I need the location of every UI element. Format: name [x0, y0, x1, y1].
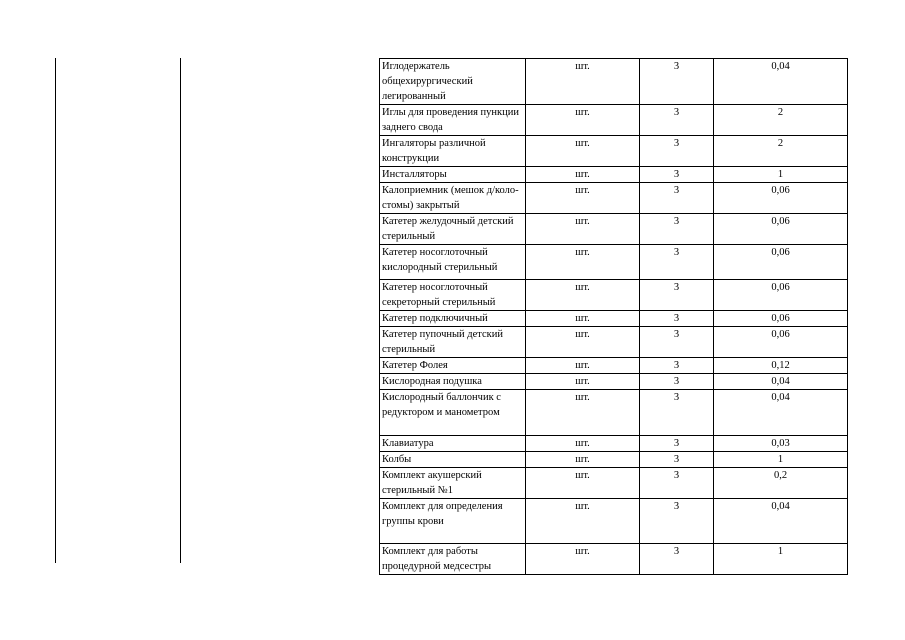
item-name-cell: Клавиатура — [380, 436, 526, 452]
item-name-cell: Иглодержатель общехирургический легированный — [380, 59, 526, 105]
quantity-cell: 3 — [640, 452, 714, 468]
item-name-cell: Колбы — [380, 452, 526, 468]
table-row — [380, 390, 848, 436]
norm-cell: 0,12 — [714, 358, 848, 374]
norm-cell: 0,06 — [714, 327, 848, 358]
norm-cell: 0,06 — [714, 280, 848, 311]
table-row — [380, 468, 848, 499]
unit-cell: шт. — [526, 136, 640, 167]
unit-cell: шт. — [526, 452, 640, 468]
item-name-cell: Калоприемник (мешок д/коло-стомы) закрытый — [380, 183, 526, 214]
norm-cell: 0,06 — [714, 183, 848, 214]
table-row — [380, 214, 848, 245]
norm-cell: 0,03 — [714, 436, 848, 452]
quantity-cell: 3 — [640, 436, 714, 452]
quantity-cell: 3 — [640, 327, 714, 358]
table-row — [380, 311, 848, 327]
table-row — [380, 105, 848, 136]
quantity-cell: 3 — [640, 358, 714, 374]
quantity-cell: 3 — [640, 499, 714, 544]
item-name-cell: Кислородный баллончик с редуктором и манометром — [380, 390, 526, 436]
norm-cell: 2 — [714, 105, 848, 136]
table-row — [380, 136, 848, 167]
item-name-cell: Катетер носоглоточный секреторный стерильный — [380, 280, 526, 311]
equipment-table-body — [380, 59, 848, 575]
table-row — [380, 544, 848, 575]
item-name-cell: Комплект акушерский стерильный №1 — [380, 468, 526, 499]
norm-cell: 0,04 — [714, 499, 848, 544]
table-row — [380, 245, 848, 280]
norm-cell: 0,04 — [714, 59, 848, 105]
norm-cell: 1 — [714, 452, 848, 468]
table-row — [380, 327, 848, 358]
item-name-cell: Катетер пупочный детский стерильный — [380, 327, 526, 358]
table-row — [380, 59, 848, 105]
norm-cell: 0,04 — [714, 390, 848, 436]
equipment-table — [379, 58, 848, 575]
norm-cell: 2 — [714, 136, 848, 167]
unit-cell: шт. — [526, 280, 640, 311]
norm-cell: 0,06 — [714, 311, 848, 327]
unit-cell: шт. — [526, 327, 640, 358]
quantity-cell: 3 — [640, 167, 714, 183]
quantity-cell: 3 — [640, 390, 714, 436]
item-name-cell: Комплект для работы процедурной медсестры — [380, 544, 526, 575]
unit-cell: шт. — [526, 358, 640, 374]
quantity-cell: 3 — [640, 468, 714, 499]
item-name-cell: Иглы для проведения пункции заднего свода — [380, 105, 526, 136]
quantity-cell: 3 — [640, 245, 714, 280]
quantity-cell: 3 — [640, 280, 714, 311]
quantity-cell: 3 — [640, 105, 714, 136]
unit-cell: шт. — [526, 436, 640, 452]
unit-cell: шт. — [526, 311, 640, 327]
unit-cell: шт. — [526, 59, 640, 105]
quantity-cell: 3 — [640, 311, 714, 327]
table-row — [380, 280, 848, 311]
unit-cell: шт. — [526, 374, 640, 390]
item-name-cell: Катетер желудочный детский стерильный — [380, 214, 526, 245]
norm-cell: 1 — [714, 544, 848, 575]
unit-cell: шт. — [526, 245, 640, 280]
norm-cell: 0,04 — [714, 374, 848, 390]
table-row — [380, 183, 848, 214]
quantity-cell: 3 — [640, 214, 714, 245]
unit-cell: шт. — [526, 183, 640, 214]
quantity-cell: 3 — [640, 374, 714, 390]
unit-cell: шт. — [526, 544, 640, 575]
unit-cell: шт. — [526, 499, 640, 544]
norm-cell: 0,06 — [714, 245, 848, 280]
unit-cell: шт. — [526, 390, 640, 436]
middle-column-border — [180, 58, 181, 563]
table-row — [380, 499, 848, 544]
quantity-cell: 3 — [640, 183, 714, 214]
item-name-cell: Ингаляторы различной конструкции — [380, 136, 526, 167]
item-name-cell: Катетер подключичный — [380, 311, 526, 327]
quantity-cell: 3 — [640, 136, 714, 167]
norm-cell: 0,2 — [714, 468, 848, 499]
left-column-border — [55, 58, 56, 563]
item-name-cell: Катетер Фолея — [380, 358, 526, 374]
unit-cell: шт. — [526, 167, 640, 183]
item-name-cell: Комплект для определения группы крови — [380, 499, 526, 544]
table-row — [380, 167, 848, 183]
quantity-cell: 3 — [640, 59, 714, 105]
unit-cell: шт. — [526, 468, 640, 499]
unit-cell: шт. — [526, 214, 640, 245]
table-row — [380, 436, 848, 452]
norm-cell: 1 — [714, 167, 848, 183]
item-name-cell: Катетер носоглоточный кислородный стерильный — [380, 245, 526, 280]
item-name-cell: Инсталляторы — [380, 167, 526, 183]
table-row — [380, 358, 848, 374]
unit-cell: шт. — [526, 105, 640, 136]
norm-cell: 0,06 — [714, 214, 848, 245]
quantity-cell: 3 — [640, 544, 714, 575]
table-row — [380, 374, 848, 390]
table-row — [380, 452, 848, 468]
item-name-cell: Кислородная подушка — [380, 374, 526, 390]
